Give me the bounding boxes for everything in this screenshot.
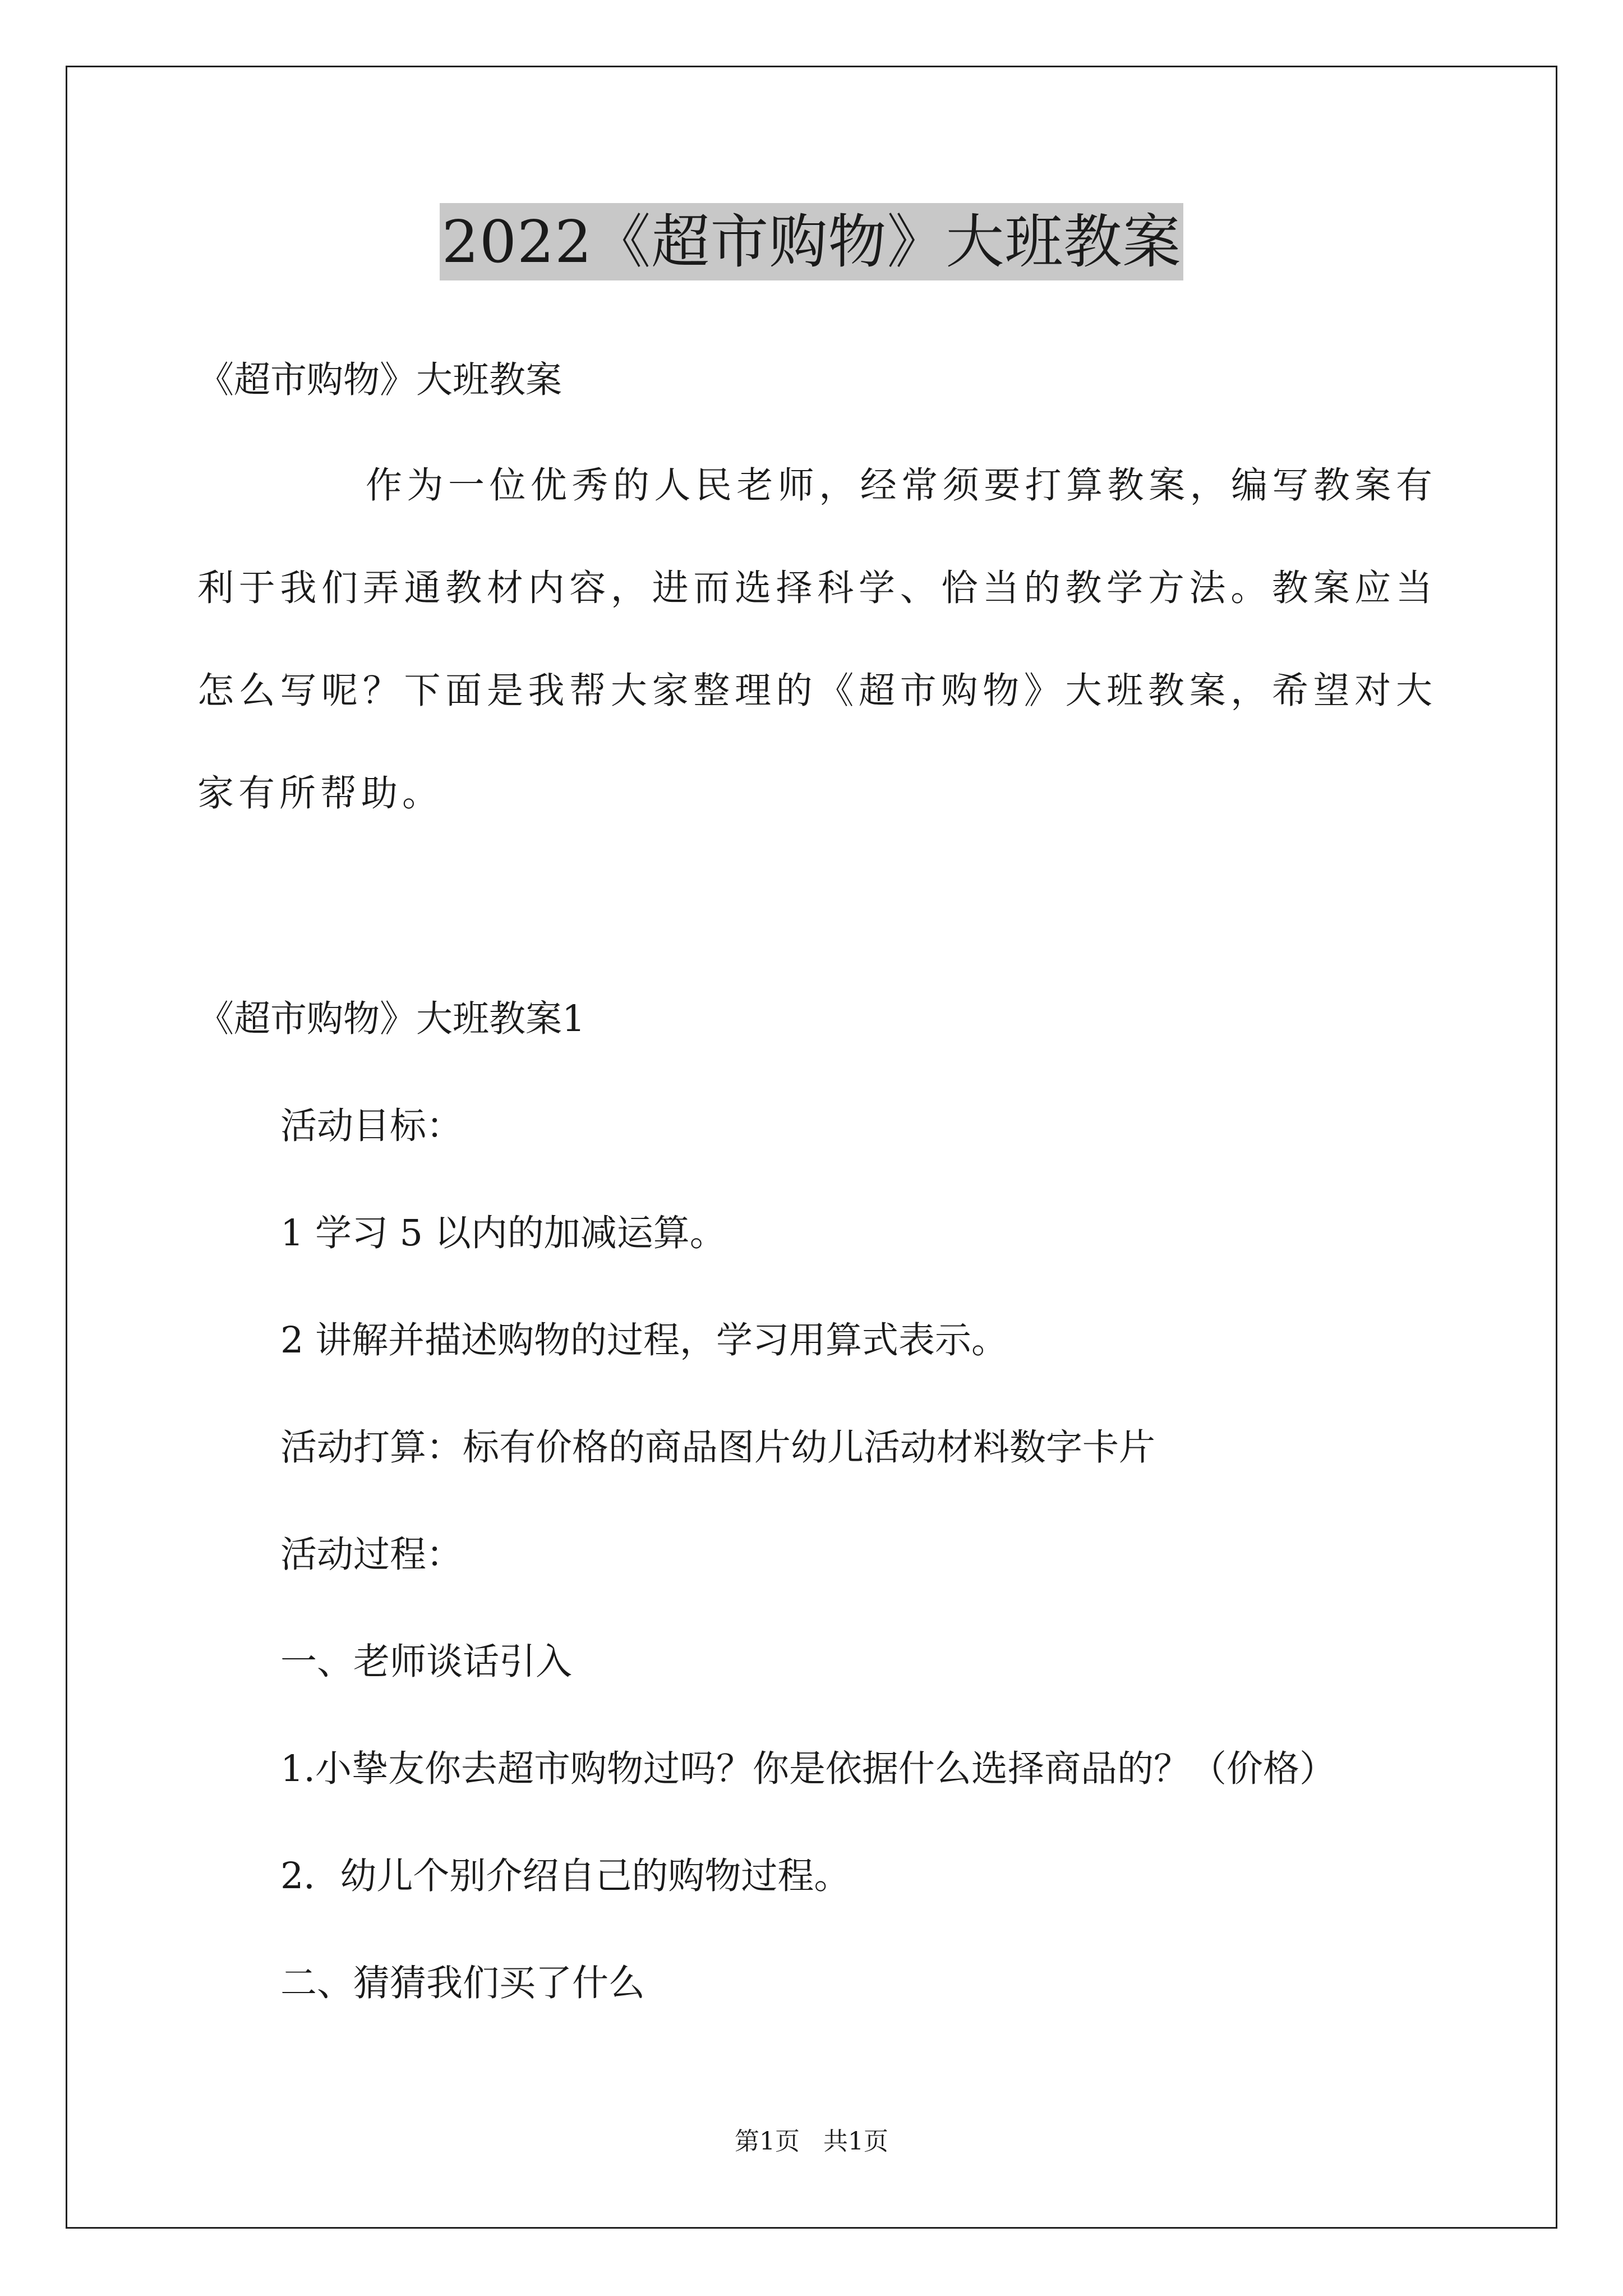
body-line: 二、猜猜我们买了什么 xyxy=(280,1962,645,2004)
body-line: 2 讲解并描述购物的过程，学习用算式表示。 xyxy=(280,1319,1008,1361)
body-line: 一、老师谈话引入 xyxy=(280,1641,573,1683)
page-number: 第1页 xyxy=(735,2127,800,2156)
body-line: 活动目标： xyxy=(280,1105,463,1147)
section-heading: 《超市购物》大班教案1 xyxy=(197,998,585,1040)
body-line: 活动过程： xyxy=(280,1534,463,1576)
document-subtitle: 《超市购物》大班教案 xyxy=(197,359,562,401)
title-container xyxy=(0,203,1623,280)
body-line: 活动打算：标有价格的商品图片幼儿活动材料数字卡片 xyxy=(280,1427,1156,1469)
body-line: 1 学习 5 以内的加减运算。 xyxy=(280,1212,726,1254)
intro-paragraph: 作为一位优秀的人民老师，经常须要打算教案，编写教案有利于我们弄通教材内容，进而选择科学、恰当的教学方法。教案应当怎么写呢？下面是我帮大家整理的《超市购物》大班教案，希望对大家有所帮助。 xyxy=(197,464,1437,815)
page-total: 共1页 xyxy=(823,2127,888,2156)
page-footer xyxy=(0,2125,1623,2159)
document-title: 2022《超市购物》大班教案 xyxy=(440,203,1184,280)
body-line: 2．幼儿个别介绍自己的购物过程。 xyxy=(280,1855,851,1897)
body-line: 1.小挚友你去超市购物过吗？你是依据什么选择商品的？（价格） xyxy=(280,1748,1336,1790)
